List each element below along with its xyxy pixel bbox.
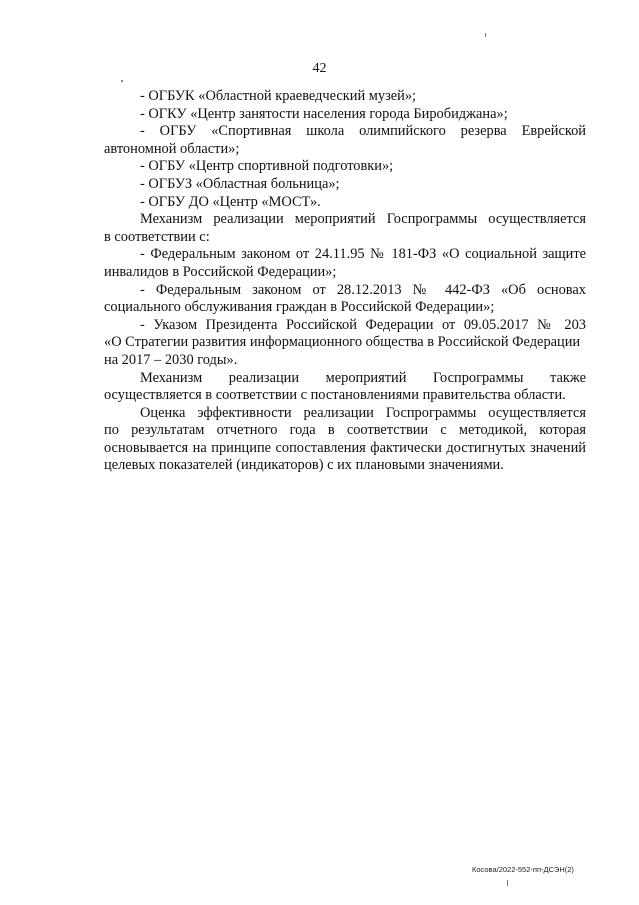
scan-mark — [507, 880, 508, 886]
law-item-442: - Федеральным законом от 28.12.2013 № 442-ФЗ «Об основах — [140, 281, 586, 298]
list-item-ogbuk: - ОГБУК «Областной краеведческий музей»; — [140, 88, 417, 104]
list-item-ogbu-do: - ОГБУ ДО «Центр «МОСТ». — [140, 193, 321, 210]
paragraph-mechanism: Механизм реализации мероприятий Госпрограммы осуществляется — [140, 211, 586, 228]
decree-item-203: - Указом Президента Российской Федерации от 09.05.2017 № 203 — [140, 316, 586, 333]
decree-item-203-cont-2: на 2017 – 2030 годы». — [104, 351, 238, 368]
scan-mark — [485, 33, 486, 37]
paragraph-mechanism-also: Механизм реализации мероприятий Госпрограммы также — [140, 369, 586, 386]
list-item-ogbu-sport-school: - ОГБУ «Спортивная школа олимпийского резерва Еврейской — [140, 123, 586, 140]
list-item-ogbuz: - ОГБУЗ «Областная больница»; — [140, 175, 340, 192]
paragraph-mechanism-cont: в соответствии с: — [104, 228, 210, 245]
paragraph-evaluation-cont-2: основывается на принципе сопоставления фактически достигнутых значений — [104, 439, 586, 456]
paragraph-mechanism-also-cont: осуществляется в соответствии с постановлениями правительства области. — [104, 387, 566, 404]
paragraph-evaluation-cont-1: по результатам отчетного года в соответствии с методикой, которая — [104, 422, 586, 439]
law-item-442-cont: социального обслуживания граждан в Российской Федерации»; — [104, 299, 495, 316]
document-footer-code: Косова/2022-552-пп-ДСЭН(2) — [472, 865, 574, 874]
list-item-ogku: - ОГКУ «Центр занятости населения города Биробиджана»; — [140, 105, 508, 122]
paragraph-evaluation: Оценка эффективности реализации Госпрограммы осуществляется — [140, 404, 586, 421]
page-number: 42 — [312, 61, 327, 76]
paragraph-evaluation-cont-3: целевых показателей (индикаторов) с их плановыми значениями. — [104, 457, 504, 474]
document-body — [104, 88, 586, 475]
list-item-ogbu-sport-school-cont: автономной области»; — [104, 140, 240, 157]
decree-item-203-cont-1: «О Стратегии развития информационного общества в Российской Федерации — [104, 334, 581, 351]
law-item-181-cont: инвалидов в Российской Федерации»; — [104, 263, 337, 280]
scan-dot — [121, 80, 123, 82]
list-item-ogbu-sport-center: - ОГБУ «Центр спортивной подготовки»; — [140, 158, 394, 175]
law-item-181: - Федеральным законом от 24.11.95 № 181-ФЗ «О социальной защите — [140, 246, 586, 263]
